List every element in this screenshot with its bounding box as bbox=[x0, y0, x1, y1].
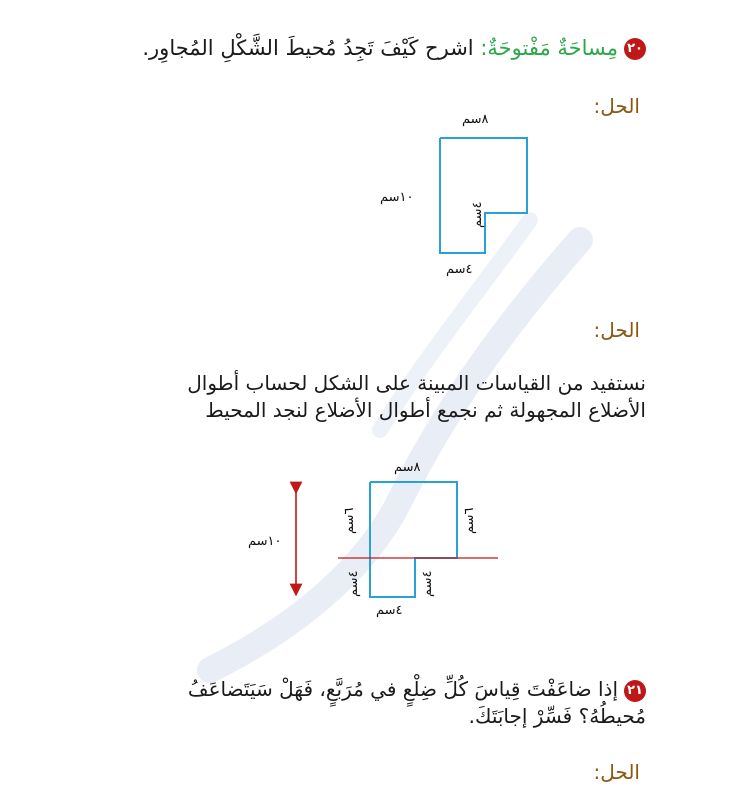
solution-label: الحل: bbox=[593, 760, 640, 784]
figure-1-top-label: ٨سم bbox=[462, 112, 489, 127]
figure-1-bottom-label: ٤سم bbox=[446, 262, 473, 277]
question-20 bbox=[142, 36, 646, 60]
figure-2-top-label: ٨سم bbox=[394, 460, 421, 475]
figure-2-left-upper-label: ٦سم bbox=[342, 507, 357, 534]
figure-1-shape bbox=[440, 138, 527, 253]
figure-2-bottom-label: ٤سم bbox=[376, 603, 403, 618]
figure-2-shape bbox=[370, 482, 457, 597]
figure-2-inner-lower-label: ٤سم bbox=[420, 570, 435, 597]
question-21 bbox=[126, 676, 646, 730]
figure-2-right-upper-label: ٦سم bbox=[462, 507, 477, 534]
question-topic: مِساحَةٌ مَفْتوحَةٌ: bbox=[480, 36, 618, 60]
question-text: اشرح كَيْفَ تَجِدُ مُحيطَ الشَّكْلِ المُجاوِر. bbox=[142, 36, 474, 60]
figure-1-left-label: ١٠سم bbox=[380, 190, 414, 205]
figure-1-inner-label: ٤سم bbox=[470, 201, 485, 228]
figure-2 bbox=[250, 470, 520, 620]
figure-2-left-lower-label: ٤سم bbox=[346, 570, 361, 597]
figure-2-height-label: ١٠سم bbox=[248, 534, 282, 549]
explanation-text: نستفيد من القياسات المبينة على الشكل لحساب أطوال الأضلاع المجهولة ثم نجمع أطوال الأضلاع لنجد المحيط bbox=[187, 371, 646, 422]
question-text: إذا ضاعَفْتَ قِياسَ كُلِّ ضِلْعٍ في مُرَبَّعٍ، فَهَلْ سَيَتَضاعَفُ مُحيطُهُ؟ فَسِّرْ إجابَتَكَ. bbox=[187, 677, 646, 728]
solution-label: الحل: bbox=[593, 94, 640, 118]
solution-label: الحل: bbox=[593, 318, 640, 342]
question-number-badge: ٢٠ bbox=[624, 38, 646, 60]
question-number-badge: ٢١ bbox=[624, 680, 646, 702]
